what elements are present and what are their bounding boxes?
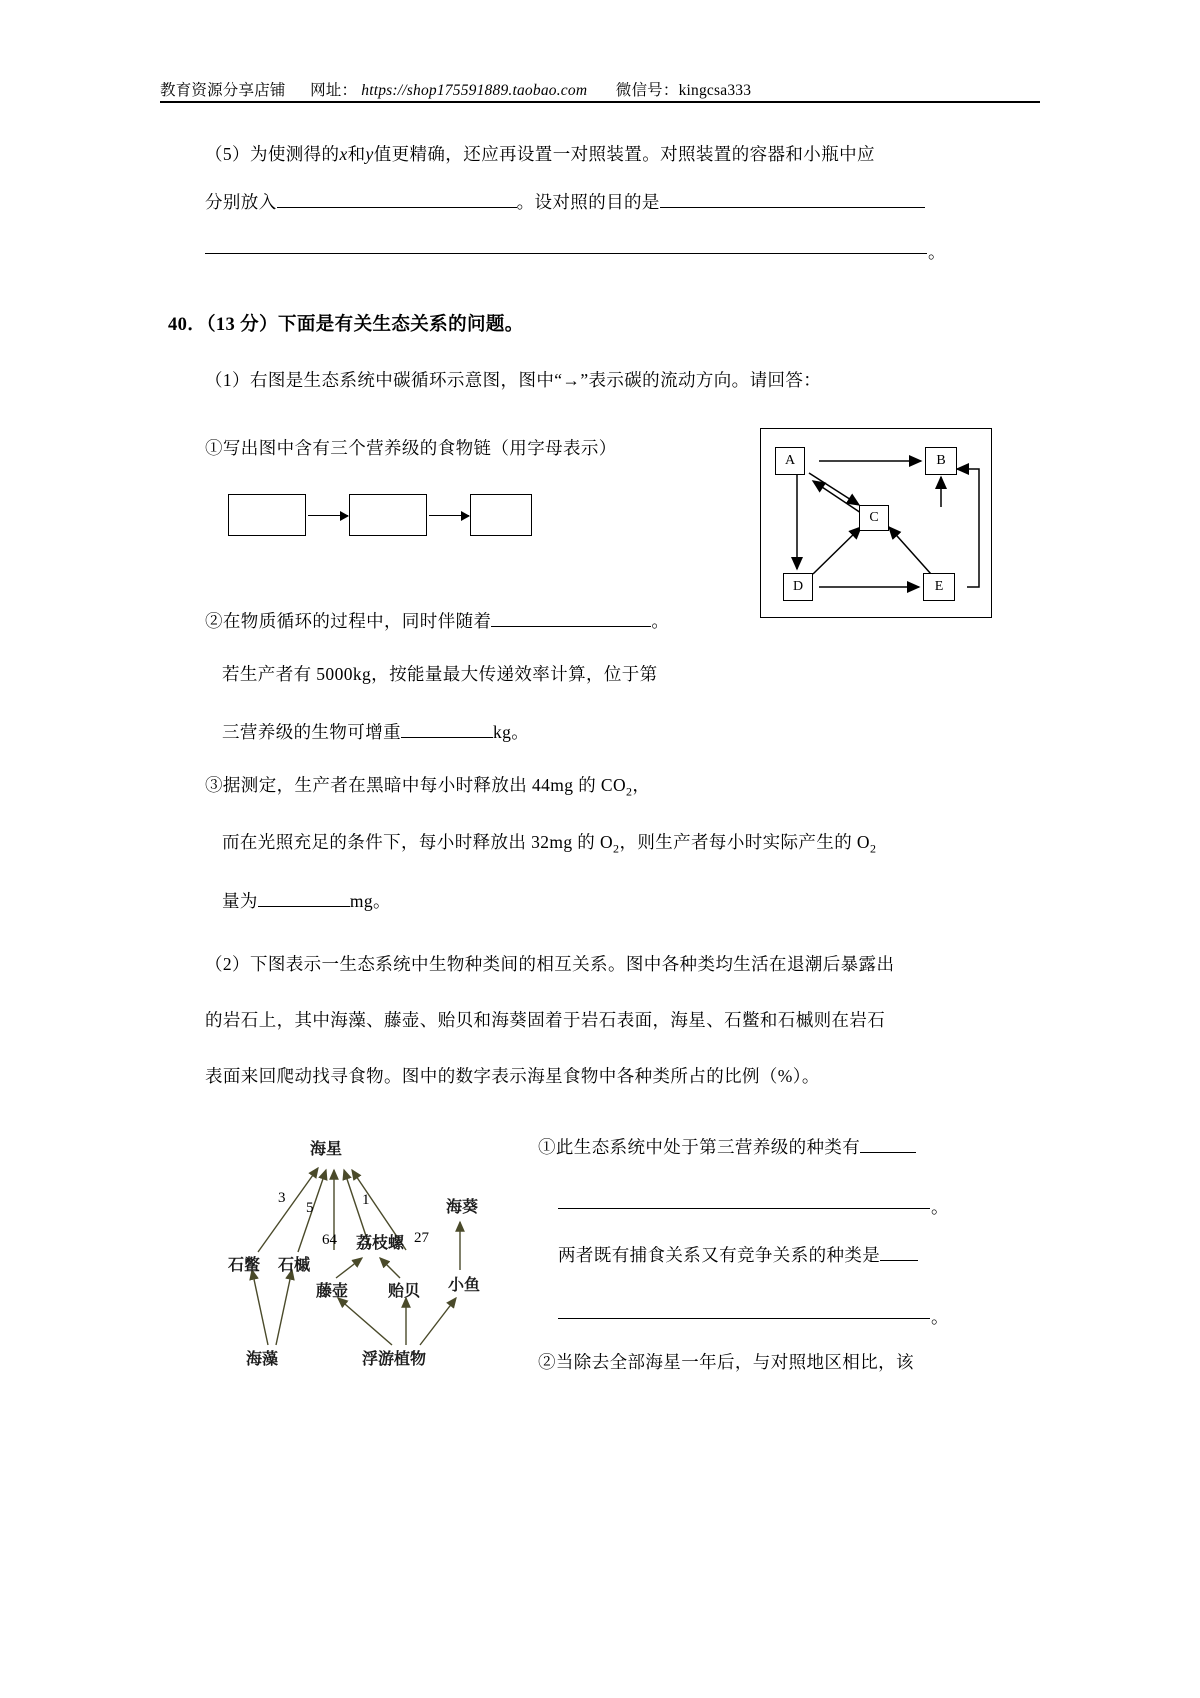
q39-blank-1[interactable] bbox=[277, 185, 517, 208]
food-web-label-whelk: 荔枝螺 bbox=[356, 1235, 405, 1252]
header-divider bbox=[160, 101, 1040, 103]
q40-co2-subscript: 2 bbox=[626, 784, 633, 799]
carbon-node-a: A bbox=[775, 447, 805, 475]
q40-p1-f-text1: 而在光照充足的条件下，每小时释放出 32mg 的 O bbox=[222, 832, 614, 852]
q40-p1-d bbox=[222, 715, 529, 746]
food-web-number-3: 3 bbox=[278, 1190, 286, 1206]
carbon-node-d: D bbox=[783, 573, 813, 601]
q39-blank-2[interactable] bbox=[660, 185, 925, 208]
q40-p2-b bbox=[558, 1240, 918, 1269]
q40-blank-4[interactable] bbox=[491, 604, 651, 627]
q40-p1-g-text: 量为 bbox=[222, 891, 258, 911]
q39-item5-text1: （5）为使测得的 bbox=[205, 144, 340, 164]
food-web-label-seastar: 海星 bbox=[310, 1141, 343, 1158]
q40-p1-a: ①写出图中含有三个营养级的食物链（用字母表示） bbox=[205, 438, 617, 458]
q40-p1-c: 若生产者有 5000kg，按能量最大传递效率计算，位于第 bbox=[222, 664, 658, 684]
q40-p2-a bbox=[538, 1132, 916, 1161]
header-wechat: 微信号：kingcsa333 bbox=[615, 82, 752, 99]
q40-p2-a-period: 。 bbox=[931, 1197, 949, 1217]
q40-p1-g bbox=[222, 884, 391, 915]
q40-p1-b bbox=[205, 604, 669, 635]
carbon-cycle-diagram bbox=[760, 428, 992, 618]
food-web-label-limpet: 石槭 bbox=[278, 1257, 311, 1274]
q39-item5-line1 bbox=[205, 140, 875, 168]
q40-title: 40．（13 分）下面是有关生态关系的问题。 bbox=[168, 315, 524, 335]
food-web-number-1: 1 bbox=[362, 1192, 370, 1208]
q40-p1-f-text2: ，则生产者每小时实际产生的 O bbox=[619, 832, 870, 852]
q40-p2-b-period: 。 bbox=[931, 1307, 949, 1327]
food-web-label-phytoplankton: 浮游植物 bbox=[362, 1351, 427, 1368]
q39-var-x: x bbox=[339, 144, 348, 164]
q40-p1-b-period: 。 bbox=[651, 611, 670, 631]
food-web-label-smallfish: 小鱼 bbox=[448, 1277, 481, 1294]
q40-p2-line3: 表面来回爬动找寻食物。图中的数字表示海星食物中各种类所占的比例（%）。 bbox=[205, 1066, 820, 1086]
q39-var-y: y bbox=[365, 144, 374, 164]
q40-o2-subscript-2: 2 bbox=[869, 841, 877, 856]
carbon-node-c: C bbox=[859, 505, 889, 531]
food-web-label-mussel: 贻贝 bbox=[388, 1283, 421, 1300]
q39-item5-and: 和 bbox=[347, 144, 366, 164]
q40-p2-a-text: ①此生态系统中处于第三营养级的种类有 bbox=[538, 1137, 861, 1157]
q40-p1: （1）右图是生态系统中碳循环示意图，图中“→”表示碳的流动方向。请回答： bbox=[205, 370, 822, 390]
food-chain-arrow-1 bbox=[308, 515, 348, 516]
q39-item5-fill-label-1: 分别放入 bbox=[205, 192, 277, 212]
q39-item5-text2: 值更精确，还应再设置一对照装置。对照装置的容器和小瓶中应 bbox=[373, 144, 875, 164]
q40-p1-g-unit: mg。 bbox=[349, 891, 391, 911]
food-chain-box-2[interactable] bbox=[349, 494, 427, 536]
food-chain-box-1[interactable] bbox=[228, 494, 306, 536]
q40-blank-7[interactable] bbox=[860, 1132, 916, 1153]
header-site-label: 网址： bbox=[310, 82, 358, 99]
q40-p1-d-unit: kg。 bbox=[493, 722, 530, 742]
food-web-number-5: 5 bbox=[306, 1200, 314, 1216]
q39-blank-3[interactable] bbox=[205, 253, 927, 254]
food-web-label-anemone: 海葵 bbox=[446, 1199, 479, 1216]
header-url: https://shop175591889.taobao.com bbox=[361, 82, 588, 99]
q40-p1-e bbox=[205, 771, 650, 806]
q40-p1-d-text: 三营养级的生物可增重 bbox=[222, 722, 401, 742]
food-web-label-chiton: 石鳖 bbox=[228, 1257, 261, 1274]
q39-item5-line2 bbox=[205, 185, 925, 216]
food-web-label-seaweed: 海藻 bbox=[246, 1351, 279, 1368]
header-shop-name: 教育资源分享店铺 bbox=[160, 82, 286, 99]
carbon-node-e: E bbox=[923, 573, 955, 601]
q40-p1-e-comma: ， bbox=[632, 775, 651, 795]
carbon-node-b: B bbox=[925, 447, 957, 475]
marine-food-web-diagram bbox=[210, 1130, 540, 1390]
q40-p2-line2: 的岩石上，其中海藻、藤壶、贻贝和海葵固着于岩石表面，海星、石鳖和石槭则在岩石 bbox=[205, 1010, 886, 1030]
page-header bbox=[160, 78, 1040, 100]
q39-item5-fill-label-2: 。设对照的目的是 bbox=[516, 192, 660, 212]
q40-p2-line1: （2）下图表示一生态系统中生物种类间的相互关系。图中各种类均生活在退潮后暴露出 bbox=[205, 954, 895, 974]
food-chain-box-3[interactable] bbox=[470, 494, 532, 536]
food-web-number-64: 64 bbox=[322, 1232, 337, 1248]
q40-blank-6[interactable] bbox=[258, 884, 350, 907]
q40-p1-b-text: ②在物质循环的过程中，同时伴随着 bbox=[205, 611, 492, 631]
q40-blank-10[interactable] bbox=[558, 1318, 930, 1319]
food-web-label-barnacle: 藤壶 bbox=[316, 1283, 349, 1300]
q40-o2-subscript-1: 2 bbox=[613, 841, 620, 856]
q39-item5-line3-period: 。 bbox=[928, 242, 946, 262]
q40-blank-5[interactable] bbox=[401, 715, 493, 738]
food-chain-arrow-2 bbox=[429, 515, 469, 516]
q40-p2-c: ②当除去全部海星一年后，与对照地区相比，该 bbox=[538, 1352, 914, 1372]
q40-blank-8[interactable] bbox=[558, 1208, 930, 1209]
q40-p1-f bbox=[222, 828, 876, 863]
q40-p1-e-text: ③据测定，生产者在黑暗中每小时释放出 44mg 的 CO bbox=[205, 775, 626, 795]
food-web-number-27: 27 bbox=[414, 1230, 429, 1246]
q40-blank-9[interactable] bbox=[880, 1240, 918, 1261]
q40-p2-b-text: 两者既有捕食关系又有竞争关系的种类是 bbox=[558, 1245, 881, 1265]
